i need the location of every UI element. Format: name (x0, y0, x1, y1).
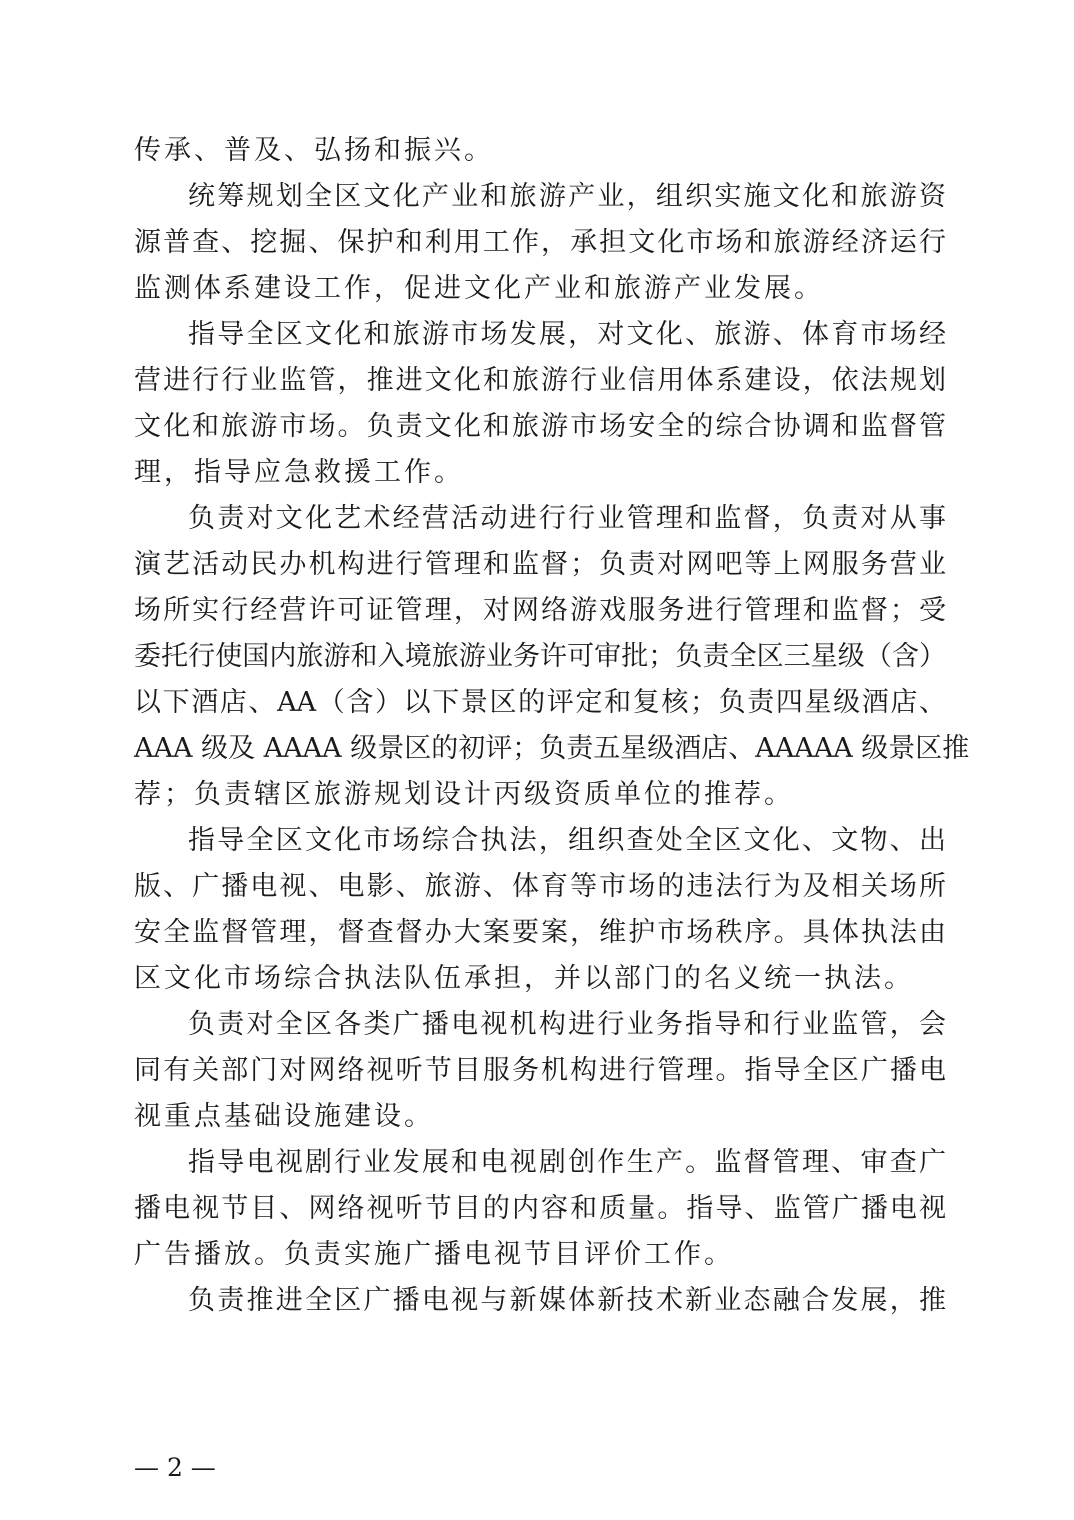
text-line: 负责对全区各类广播电视机构进行业务指导和行业监管，会 (188, 1009, 946, 1040)
text-line: 播电视节目、网络视听节目的内容和质量。指导、监管广播电视 (134, 1193, 946, 1224)
page-number: — 2 — (134, 1453, 216, 1482)
text-line: 区文化市场综合执法队伍承担，并以部门的名义统一执法。 (134, 963, 914, 994)
text-line: 负责推进全区广播电视与新媒体新技术新业态融合发展，推 (188, 1285, 946, 1316)
text-line: 演艺活动民办机构进行管理和监督；负责对网吧等上网服务营业 (134, 549, 946, 580)
text-line: 负责对文化艺术经营活动进行行业管理和监督，负责对从事 (188, 503, 946, 534)
text-line: 版、广播电视、电影、旅游、体育等市场的违法行为及相关场所 (134, 871, 946, 902)
text-line: 文化和旅游市场。负责文化和旅游市场安全的综合协调和监督管 (134, 411, 946, 442)
text-line: 源普查、挖掘、保护和利用工作，承担文化市场和旅游经济运行 (134, 227, 946, 258)
text-line: 指导电视剧行业发展和电视剧创作生产。监督管理、审查广 (188, 1147, 946, 1178)
text-line: 安全监督管理，督查督办大案要案，维护市场秩序。具体执法由 (134, 917, 946, 948)
text-line: 同有关部门对网络视听节目服务机构进行管理。指导全区广播电 (134, 1055, 946, 1086)
text-line: 视重点基础设施建设。 (134, 1101, 434, 1132)
text-line: 理，指导应急救援工作。 (134, 457, 464, 488)
text-line: 以下酒店、AA（含）以下景区的评定和复核；负责四星级酒店、 (134, 687, 946, 718)
text-line: 指导全区文化和旅游市场发展，对文化、旅游、体育市场经 (188, 319, 946, 350)
text-line: 委托行使国内旅游和入境旅游业务许可审批；负责全区三星级（含） (134, 641, 946, 672)
text-line: 传承、普及、弘扬和振兴。 (134, 135, 494, 166)
text-line: 场所实行经营许可证管理，对网络游戏服务进行管理和监督；受 (134, 595, 946, 626)
text-line: 指导全区文化市场综合执法，组织查处全区文化、文物、出 (188, 825, 946, 856)
text-line: AAA 级及 AAAA 级景区的初评；负责五星级酒店、AAAAA 级景区推 (134, 733, 970, 764)
text-line: 广告播放。负责实施广播电视节目评价工作。 (134, 1239, 734, 1270)
text-line: 监测体系建设工作，促进文化产业和旅游产业发展。 (134, 273, 824, 304)
text-line: 营进行行业监管，推进文化和旅游行业信用体系建设，依法规划 (134, 365, 946, 396)
text-line: 统筹规划全区文化产业和旅游产业，组织实施文化和旅游资 (188, 181, 946, 212)
text-line: 荐；负责辖区旅游规划设计丙级资质单位的推荐。 (134, 779, 794, 810)
